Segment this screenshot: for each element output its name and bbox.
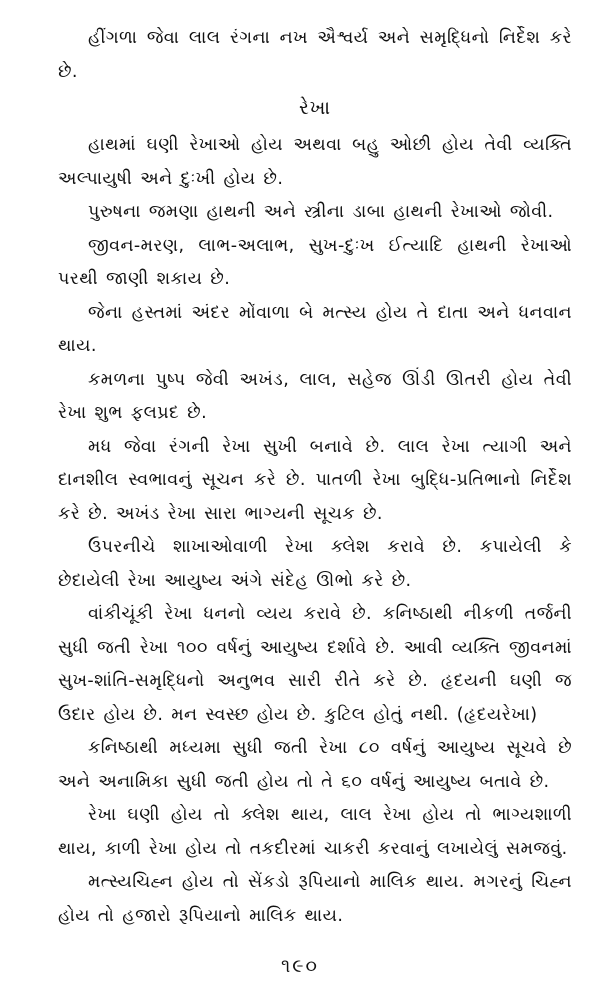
page-number: ૧૯૦: [281, 955, 319, 977]
paragraph: ઉપરનીચે શાખાઓવાળી રેખા ક્લેશ કરાવે છે. કપાયેલી કે છેદાયેલી રેખા આયુષ્ય અંગે સંદેહ ઊભો કરે છે.: [58, 537, 572, 591]
paragraph: જેના હસ્તમાં અંદર મોંવાળા બે મત્સ્ય હોય તે દાતા અને ધનવાન થાય.: [58, 302, 572, 356]
paragraph: હાથમાં ઘણી રેખાઓ હોય અથવા બહુ ઓછી હોય તેવી વ્યક્તિ અલ્પાયુષી અને દુઃખી હોય છે.: [58, 135, 572, 189]
paragraph: જીવન-મરણ, લાભ-અલાભ, સુખ-દુઃખ ઈત્યાદિ હાથની રેખાઓ પરથી જાણી શકાય છે.: [58, 235, 572, 289]
intro-paragraph: હીંગળા જેવા લાલ રંગના નખ ઐશ્વર્ય અને સમૃદ્ધિનો નિર્દેશ કરે છે.: [58, 28, 572, 82]
paragraph: રેખા ઘણી હોય તો ક્લેશ થાય, લાલ રેખા હોય તો ભાગ્યશાળી થાય, કાળી રેખા હોય તો તકદીરમાં ચાકરી કરવાનું લખાયેલું સમજવું.: [58, 805, 572, 859]
paragraph: કનિષ્ઠાથી મધ્યમા સુધી જતી રેખા ૮૦ વર્ષનું આયુષ્ય સૂચવે છે અને અનામિકા સુધી જતી હોય તો તે ૬૦ વર્ષનું આયુષ્ય બતાવે છે.: [58, 738, 572, 792]
paragraph: મત્સ્યચિહ્ન હોય તો સેંકડો રૂપિયાનો માલિક થાય. મગરનું ચિહ્ન હોય તો હજારો રૂપિયાનો માલિક થાય.: [58, 872, 572, 926]
paragraph: મધ જેવા રંગની રેખા સુખી બનાવે છે. લાલ રેખા ત્યાગી અને દાનશીલ સ્વભાવનું સૂચન કરે છે. પાતળી રેખા બુદ્ધિ-પ્રતિભાનો નિર્દેશ કરે છે. અખંડ રેખા સારા ભાગ્યની સૂચક છે.: [58, 436, 572, 524]
paragraph: પુરુષના જમણા હાથની અને સ્ત્રીના ડાબા હાથની રેખાઓ જોવી.: [88, 202, 554, 222]
paragraph: વાંકીચૂંકી રેખા ધનનો વ્યય કરાવે છે. કનિષ્ઠાથી નીકળી તર્જની સુધી જતી રેખા ૧૦૦ વર્ષનું આયુષ્ય દર્શાવે છે. આવી વ્યક્તિ જીવનમાં સુખ-શાંતિ-સમૃદ્ધિનો અનુભવ સારી રીતે કરે છે. હૃદયની ઘણી જ ઉદાર હોય છે. મન સ્વસ્છ હોય છે. કુટિલ હોતું નથી. (હૃદયરેખા): [58, 604, 572, 725]
section-heading: રેખા: [298, 97, 332, 119]
paragraph: કમળના પુષ્પ જેવી અખંડ, લાલ, સહેજ ઊંડી ઊતરી હોય તેવી રેખા શુભ ફલપ્રદ છે.: [58, 369, 572, 423]
